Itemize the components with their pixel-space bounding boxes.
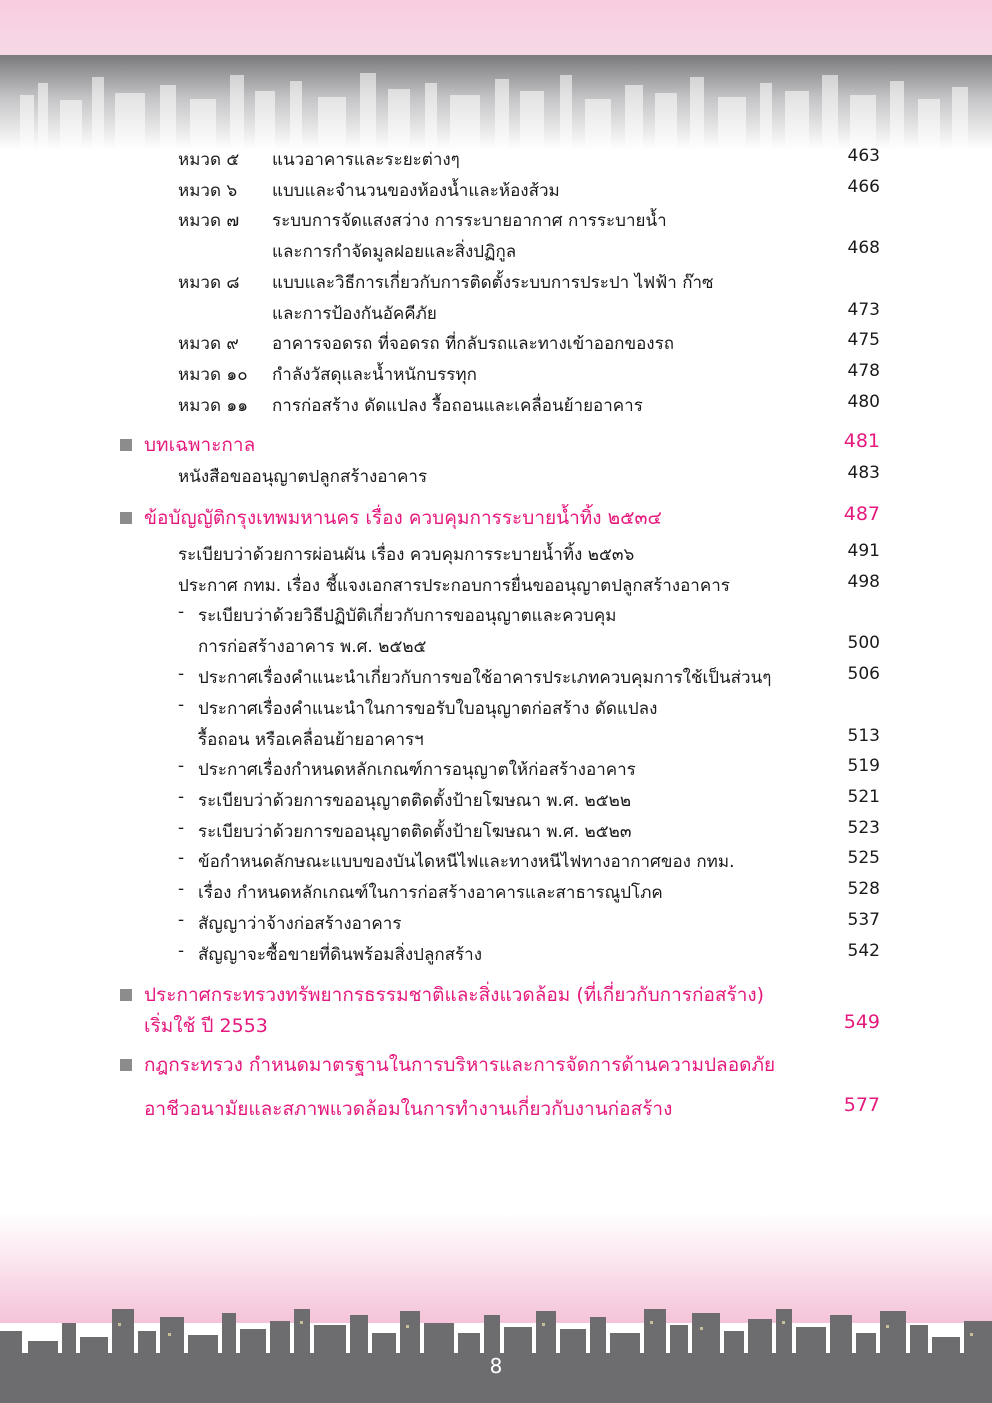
toc-sub-item[interactable]: [0, 941, 992, 971]
page-ref: 478: [847, 361, 880, 381]
sub-item-title: ประกาศเรื่องคำแนะนำเกี่ยวกับการขอใช้อาคารประเภทควบคุมการใช้เป็นส่วนๆ: [198, 668, 772, 688]
toc-item[interactable]: [0, 572, 992, 602]
sub-item-title: ระเบียบว่าด้วยการขออนุญาตติดตั้งป้ายโฆษณา พ.ศ. ๒๕๒๓: [198, 822, 632, 842]
toc-chapter[interactable]: [0, 269, 992, 299]
sub-item-title: ระเบียบว่าด้วยวิธีปฏิบัติเกี่ยวกับการขออนุญาตและควบคุม: [198, 606, 617, 626]
dash-bullet: -: [178, 818, 185, 838]
section-title: บทเฉพาะกาล: [144, 434, 256, 456]
page-ref: 521: [847, 787, 880, 807]
page-ref: 525: [847, 848, 880, 868]
header-skyline-decoration: [0, 55, 992, 150]
dash-bullet: -: [178, 941, 185, 961]
chapter-number: หมวด ๑๐: [178, 365, 248, 385]
section-bullet-icon: [120, 989, 132, 1001]
sub-item-title: สัญญาว่าจ้างก่อสร้างอาคาร: [198, 914, 402, 934]
toc-sub-item[interactable]: [0, 695, 992, 725]
page-ref: 480: [847, 392, 880, 412]
page-ref: 466: [847, 177, 880, 197]
toc-sub-item[interactable]: [0, 787, 992, 817]
toc-section-continued[interactable]: [0, 1011, 992, 1041]
chapter-title: ระบบการจัดแสงสว่าง การระบายอากาศ การระบายน้ำ: [272, 211, 667, 231]
page-ref: 491: [847, 541, 880, 561]
toc-chapter-continued[interactable]: [0, 238, 992, 268]
chapter-title: อาคารจอดรถ ที่จอดรถ ที่กลับรถและทางเข้าออกของรถ: [272, 334, 675, 354]
chapter-number: หมวด ๗: [178, 211, 240, 231]
dash-bullet: -: [178, 848, 185, 868]
chapter-title: กำลังวัสดุและน้ำหนักบรรทุก: [272, 365, 477, 385]
toc-chapter[interactable]: [0, 177, 992, 207]
section-bullet-icon: [120, 439, 132, 451]
sub-item-title: เรื่อง กำหนดหลักเกณฑ์ในการก่อสร้างอาคารและสาธารณูปโภค: [198, 883, 663, 903]
chapter-title: แบบและวิธีการเกี่ยวกับการติดตั้งระบบการประปา ไฟฟ้า ก๊าซ: [272, 273, 714, 293]
page-ref: 483: [847, 463, 880, 483]
section-title-line2: เริ่มใช้ ปี 2553: [144, 1015, 268, 1037]
chapter-title: แบบและจำนวนของห้องน้ำและห้องส้วม: [272, 181, 560, 201]
page-ref: 487: [843, 503, 880, 525]
header-band: [0, 0, 992, 60]
sub-item-title: ประกาศเรื่องคำแนะนำในการขอรับใบอนุญาตก่อสร้าง ดัดแปลง: [198, 699, 658, 719]
section-title-line2: อาชีวอนามัยและสภาพแวดล้อมในการทำงานเกี่ยวกับงานก่อสร้าง: [144, 1098, 673, 1120]
sub-item-title: สัญญาจะซื้อขายที่ดินพร้อมสิ่งปลูกสร้าง: [198, 945, 483, 965]
page-ref: 537: [847, 910, 880, 930]
dash-bullet: -: [178, 695, 185, 715]
page-ref: 577: [843, 1094, 880, 1116]
dash-bullet: -: [178, 664, 185, 684]
toc-sub-item[interactable]: [0, 879, 992, 909]
toc-sub-item[interactable]: [0, 602, 992, 632]
page-ref: 549: [843, 1011, 880, 1033]
chapter-number: หมวด ๑๑: [178, 396, 248, 416]
toc-section[interactable]: [0, 1050, 992, 1080]
sub-item-title: ระเบียบว่าด้วยการขออนุญาตติดตั้งป้ายโฆษณา พ.ศ. ๒๕๒๒: [198, 791, 632, 811]
section-bullet-icon: [120, 512, 132, 524]
page-ref: 523: [847, 818, 880, 838]
dash-bullet: -: [178, 756, 185, 776]
page-ref: 481: [843, 430, 880, 452]
toc-sub-item[interactable]: [0, 848, 992, 878]
toc-sub-item-continued[interactable]: [0, 633, 992, 663]
page-ref: 542: [847, 941, 880, 961]
sub-item-title-line2: รื้อถอน หรือเคลื่อนย้ายอาคารฯ: [198, 730, 424, 750]
item-title: ประกาศ กทม. เรื่อง ชี้แจงเอกสารประกอบการยื่นขออนุญาตปลูกสร้างอาคาร: [178, 576, 730, 596]
item-title: หนังสือขออนุญาตปลูกสร้างอาคาร: [178, 467, 428, 487]
page-ref: 498: [847, 572, 880, 592]
toc-sub-item[interactable]: [0, 664, 992, 694]
dash-bullet: -: [178, 602, 185, 622]
page-ref: 463: [847, 146, 880, 166]
section-title: ประกาศกระทรวงทรัพยากรธรรมชาติและสิ่งแวดล้อม (ที่เกี่ยวกับการก่อสร้าง): [144, 984, 765, 1006]
page-ref: 500: [847, 633, 880, 653]
chapter-number: หมวด ๘: [178, 273, 240, 293]
sub-item-title: ข้อกำหนดลักษณะแบบของบันไดหนีไฟและทางหนีไฟทางอากาศของ กทม.: [198, 852, 735, 872]
toc-sub-item-continued[interactable]: [0, 726, 992, 756]
toc-sub-item[interactable]: [0, 756, 992, 786]
toc-section-continued[interactable]: [0, 1094, 992, 1124]
chapter-title-line2: และการป้องกันอัคคีภัย: [272, 304, 437, 324]
toc-chapter-continued[interactable]: [0, 300, 992, 330]
page-ref: 468: [847, 238, 880, 258]
section-title: ข้อบัญญัติกรุงเทพมหานคร เรื่อง ควบคุมการระบายน้ำทิ้ง ๒๕๓๔: [144, 507, 662, 529]
section-title: กฎกระทรวง กำหนดมาตรฐานในการบริหารและการจัดการด้านความปลอดภัย: [144, 1054, 776, 1076]
page-ref: 519: [847, 756, 880, 776]
toc-sub-item[interactable]: [0, 818, 992, 848]
page-ref: 473: [847, 300, 880, 320]
toc-chapter[interactable]: [0, 146, 992, 176]
chapter-title-line2: และการกำจัดมูลฝอยและสิ่งปฏิกูล: [272, 242, 517, 262]
sub-item-title-line2: การก่อสร้างอาคาร พ.ศ. ๒๕๒๕: [198, 637, 427, 657]
page-ref: 528: [847, 879, 880, 899]
dash-bullet: -: [178, 879, 185, 899]
dash-bullet: -: [178, 787, 185, 807]
toc-chapter[interactable]: [0, 330, 992, 360]
toc-sub-item[interactable]: [0, 910, 992, 940]
toc-section[interactable]: [0, 430, 992, 460]
toc-chapter[interactable]: [0, 392, 992, 422]
chapter-number: หมวด ๕: [178, 150, 240, 170]
chapter-number: หมวด ๙: [178, 334, 239, 354]
toc-chapter[interactable]: [0, 207, 992, 237]
toc-chapter[interactable]: [0, 361, 992, 391]
chapter-number: หมวด ๖: [178, 181, 238, 201]
toc-section[interactable]: [0, 503, 992, 533]
page-ref: 513: [847, 726, 880, 746]
page-ref: 506: [847, 664, 880, 684]
chapter-title: การก่อสร้าง ดัดแปลง รื้อถอนและเคลื่อนย้ายอาคาร: [272, 396, 643, 416]
toc-section[interactable]: [0, 980, 992, 1010]
toc-item[interactable]: [0, 463, 992, 493]
chapter-title: แนวอาคารและระยะต่างๆ: [272, 150, 460, 170]
toc-item[interactable]: [0, 541, 992, 571]
page-number: 8: [489, 1354, 503, 1378]
section-bullet-icon: [120, 1059, 132, 1071]
sub-item-title: ประกาศเรื่องกำหนดหลักเกณฑ์การอนุญาตให้ก่อสร้างอาคาร: [198, 760, 636, 780]
item-title: ระเบียบว่าด้วยการผ่อนผัน เรื่อง ควบคุมการระบายน้ำทิ้ง ๒๕๓๖: [178, 545, 635, 565]
page-ref: 475: [847, 330, 880, 350]
dash-bullet: -: [178, 910, 185, 930]
